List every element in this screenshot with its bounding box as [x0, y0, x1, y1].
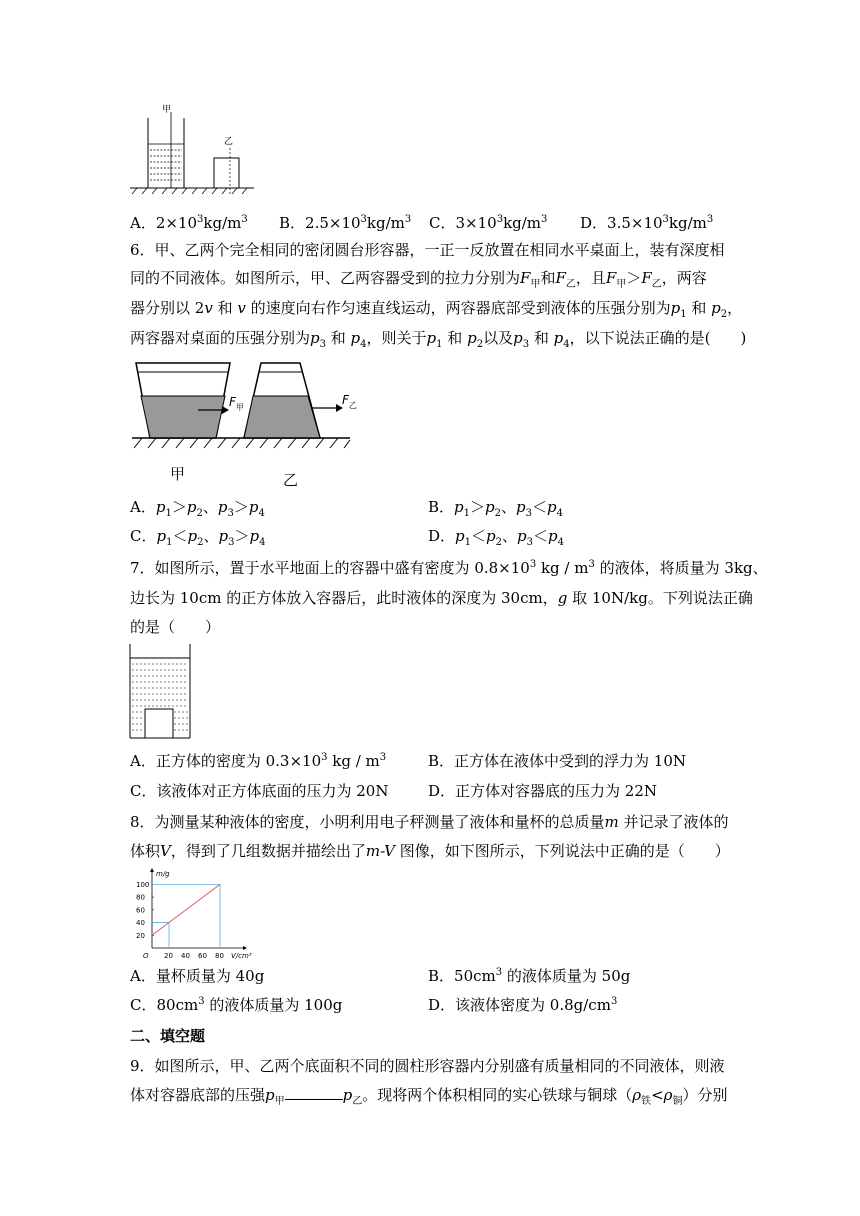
y-axis-arrow: [150, 868, 154, 872]
q8-option-b: B．$50cm^3$ 的液体质量为 50g: [428, 967, 631, 985]
q9-answer-blank[interactable]: [285, 1085, 343, 1100]
q6-liquid-jia: [141, 396, 225, 438]
series-line: [152, 884, 220, 935]
q5-label-jia: 甲: [162, 105, 172, 115]
q7-option-c: C．该液体对正方体底面的压力为 20N: [130, 782, 389, 800]
q6-option-c: C．$p_1<p_2$、$p_3>p_4$: [130, 527, 266, 548]
y-tick-label: 20: [136, 931, 145, 940]
x-tick-label: 60: [198, 952, 207, 960]
q6-line-3: 器分别以 2v 和 v 的速度向右作匀速直线运动，两容器底部受到液体的压强分别为$p_1$ 和 $p_2$，: [130, 299, 743, 320]
x-tick-label: 80: [215, 952, 224, 960]
q9-line-1: 9．如图所示，甲、乙两个底面积不同的圆柱形容器内分别盛有质量相同的不同液体，则液: [130, 1057, 725, 1075]
q6-option-b: B．$p_1>p_2$、$p_3<p_4$: [428, 498, 564, 519]
q6-line-2: 同的不同液体。如图所示，甲、乙两容器受到的拉力分别为$F_甲$和$F_乙$，且$F_甲>F_乙$，两容: [130, 269, 707, 290]
x-tick-label: 20: [164, 952, 173, 960]
q5-figure: [128, 100, 258, 200]
y-axis-label: m/g: [156, 870, 170, 878]
q8-line-1: 8．为测量某种液体的密度，小明利用电子秤测量了液体和量杯的总质量m 并记录了液体的: [130, 813, 729, 831]
q7-cube: [145, 709, 173, 738]
q5-liquid: [148, 144, 184, 180]
q8-option-d: D．该液体密度为 $0.8g/cm^3$: [428, 996, 618, 1014]
q8-option-a: A．量杯质量为 40g: [130, 967, 265, 985]
x-axis-arrow: [243, 946, 247, 950]
q6-option-d: D．$p_1<p_2$、$p_3<p_4$: [428, 527, 565, 548]
q6-label-jia: 甲: [170, 465, 186, 483]
q9-line-2: 体对容器底部的压强$p_甲$ $p_乙$。现将两个体积相同的实心铁球与铜球$(\rho_铁<\rho_铜)$分别: [130, 1086, 728, 1107]
origin-label: O: [143, 952, 149, 960]
q7-line-2: 边长为 10cm 的正方体放入容器后，此时液体的深度为 30cm，g 取 10N/kg。下列说法正确: [130, 589, 753, 607]
q7-line-3: 的是（ ）: [130, 618, 221, 636]
q5-option-d: D．$3.5\times 10^3kg/m^3$: [580, 214, 714, 232]
y-tick-label: 80: [136, 893, 145, 902]
q6-line-4: 两容器对桌面的压强分别为$p_3$ 和 $p_4$，则关于$p_1$ 和 $p_2$以及$p_3$ 和 $p_4$，以下说法正确的是( ): [130, 329, 747, 350]
q6-label-yi: 乙: [283, 471, 299, 489]
y-tick-label: 100: [136, 880, 150, 889]
q6-force-yi: $F_乙$: [342, 393, 357, 410]
q7-option-b: B．正方体在液体中受到的浮力为 10N: [428, 752, 687, 770]
q6-force-jia: $F_甲$: [229, 395, 244, 412]
q6-figure: [128, 358, 357, 492]
q7-line-1: 7．如图所示，置于水平地面上的容器中盛有密度为 $0.8\times 10^3$ kg / $m^3$ 的液体，将质量为 3kg、: [130, 559, 768, 577]
q7-option-a: A．正方体的密度为 $0.3\times 10^3$ kg / $m^3$: [130, 752, 387, 770]
q5-label-yi: 乙: [224, 137, 234, 147]
y-tick-label: 40: [136, 919, 145, 928]
q6-liquid-yi: [244, 396, 320, 438]
q8-option-c: C．$80cm^3$ 的液体质量为 100g: [130, 996, 343, 1014]
q8-mv-chart: [126, 868, 256, 960]
q6-option-a: A．$p_1>p_2$、$p_3>p_4$: [130, 498, 265, 519]
q5-option-c: C．$3\times 10^3kg/m^3$: [429, 214, 548, 232]
q7-figure: [128, 642, 194, 742]
q7-option-d: D．正方体对容器底的压力为 22N: [428, 782, 658, 800]
x-tick-label: 40: [181, 952, 190, 960]
y-tick-label: 60: [136, 906, 145, 915]
q5-option-a: A．$2\times 10^3kg/m^3$: [130, 214, 248, 232]
q6-line-1: 6．甲、乙两个完全相同的密闭圆台形容器，一正一反放置在相同水平桌面上，装有深度相: [130, 241, 725, 259]
section-title-fill-in: 二、填空题: [130, 1027, 206, 1045]
q8-line-2: 体积V，得到了几组数据并描绘出了m-V 图像，如下图所示，下列说法中正确的是（ ）: [130, 842, 730, 860]
q5-option-b: B．$2.5\times 10^3kg/m^3$: [279, 214, 412, 232]
x-axis-label: V/cm³: [231, 952, 252, 960]
